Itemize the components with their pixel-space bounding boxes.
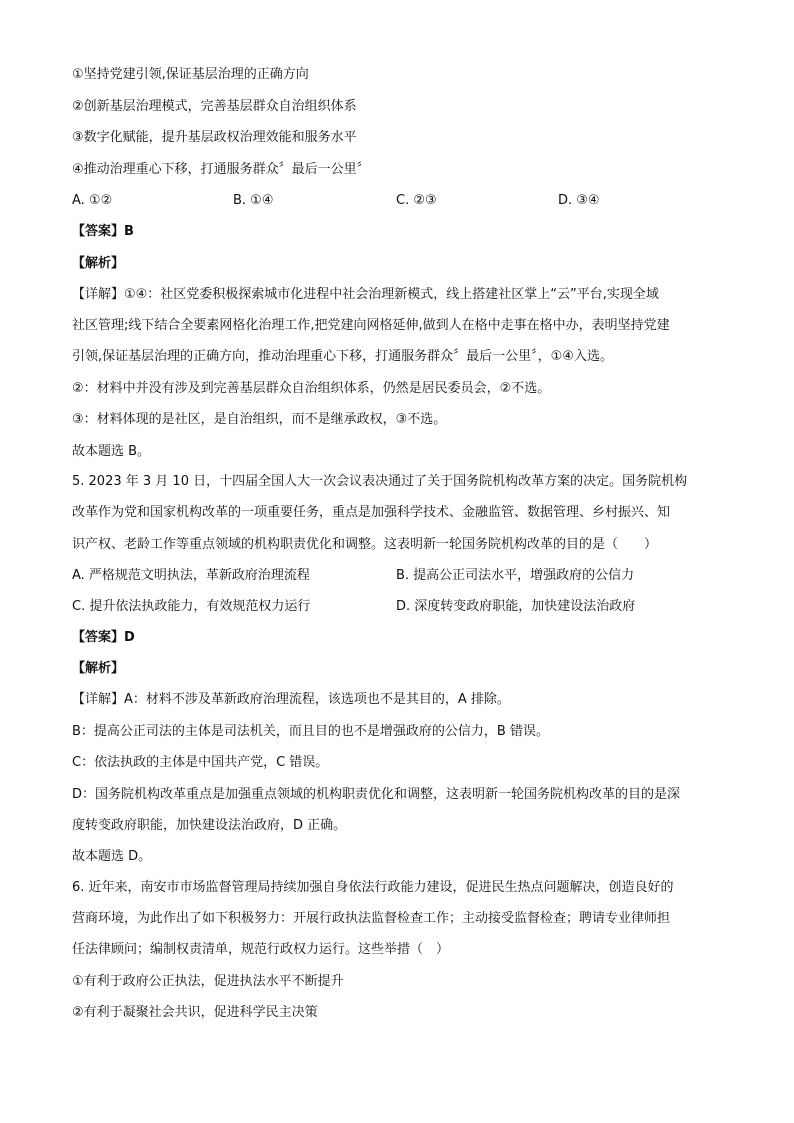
detail-line: ②：材料中并没有涉及到完善基层群众自治组织体系，仍然是居民委员会，②不选。 (72, 381, 551, 396)
question-6-stem: 6. 近年来，南安市市场监督管理局持续加强自身依法行政能力建设，促进民生热点问题解决，创造良好的 (72, 880, 674, 895)
option-a: A. ①② (72, 193, 113, 208)
detail-line: 社区管理;线下结合全要素网格化治理工作,把党建向网格延伸,做到人在格中走事在格中办，表明坚持党建 (72, 318, 670, 333)
answer-label: 【答案】D (72, 630, 135, 645)
statement-2: ②创新基层治理模式，完善基层群众自治组织体系 (72, 99, 357, 114)
option-b: B. 提高公正司法水平，增强政府的公信力 (396, 568, 635, 583)
analysis-label: 【解析】 (72, 256, 125, 271)
question-6-stem: 营商环境，为此作出了如下积极努力：开展行政执法监督检查工作；主动接受监督检查；聘请专业律师担 (72, 911, 671, 926)
question-5-stem: 5. 2023 年 3 月 10 日，十四届全国人大一次会议表决通过了关于国务院机构改革方案的决定。国务院机构 (72, 474, 688, 489)
option-d: D. ③④ (558, 193, 600, 208)
answer-label: 【答案】B (72, 224, 134, 239)
detail-line: 【详解】①④：社区党委积极探索城市化进程中社会治理新模式，线上搭建社区掌上“云”平台,实现全域 (72, 287, 659, 302)
statement-2: ②有利于凝聚社会共识，促进科学民主决策 (72, 1005, 318, 1020)
statement-3: ③数字化赋能，提升基层政权治理效能和服务水平 (72, 130, 357, 145)
detail-line: 引领,保证基层治理的正确方向，推动治理重心下移，打通服务群众〞最后一公里〞，①④入选。 (72, 349, 613, 364)
question-5-stem: 识产权、老龄工作等重点领域的机构职责优化和调整。这表明新一轮国务院机构改革的目的是（ ） (72, 537, 658, 552)
detail-line: 故本题选 D。 (72, 849, 152, 864)
detail-line: 度转变政府职能，加快建设法治政府，D 正确。 (72, 818, 347, 833)
detail-line: 故本题选 B。 (72, 444, 151, 459)
question-6-stem: 任法律顾问；编制权责清单，规范行政权力运行。这些举措（ ） (72, 942, 450, 957)
detail-line: B：提高公正司法的主体是司法机关，而且目的也不是增强政府的公信力，B 错误。 (72, 724, 549, 739)
detail-line: ③：材料体现的是社区，是自治组织，而不是继承政权，③不选。 (72, 412, 447, 427)
statement-1: ①有利于政府公正执法，促进执法水平不断提升 (72, 974, 344, 989)
statement-1: ①坚持党建引领,保证基层治理的正确方向 (72, 67, 309, 82)
option-d: D. 深度转变政府职能，加快建设法治政府 (396, 599, 636, 614)
option-c: C. ②③ (396, 193, 437, 208)
statement-4: ④推动治理重心下移，打通服务群众〞最后一公里〞 (72, 162, 370, 177)
detail-line: C：依法执政的主体是中国共产党，C 错误。 (72, 755, 329, 770)
option-c: C. 提升依法执政能力，有效规范权力运行 (72, 599, 311, 614)
option-b: B. ①④ (233, 193, 274, 208)
analysis-label: 【解析】 (72, 661, 125, 676)
detail-line: D：国务院机构改革重点是加强重点领域的机构职责优化和调整，这表明新一轮国务院机构改革的目的是深 (72, 787, 681, 802)
option-a: A. 严格规范文明执法，革新政府治理流程 (72, 568, 310, 583)
detail-line: 【详解】A：材料不涉及革新政府治理流程，该选项也不是其目的，A 排除。 (72, 692, 510, 707)
question-5-stem: 改革作为党和国家机构改革的一项重要任务，重点是加强科学技术、金融监管、数据管理、乡村振兴、知 (72, 505, 671, 520)
